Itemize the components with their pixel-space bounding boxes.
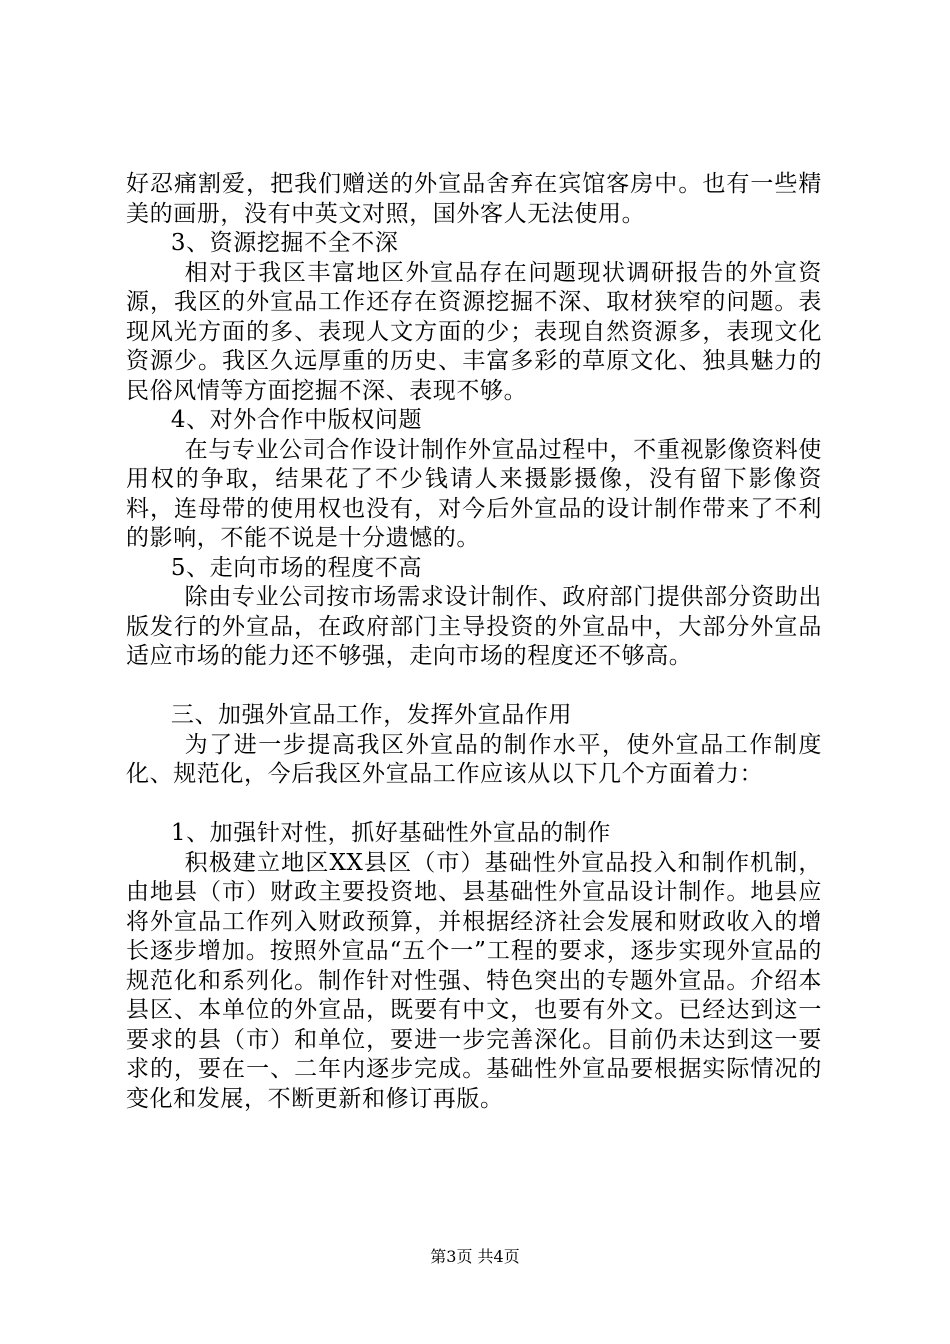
section-heading-market: 5、走向市场的程度不高 bbox=[170, 554, 423, 581]
chapter-heading-strengthen: 三、加强外宣品工作，发挥外宣品作用 bbox=[170, 702, 573, 728]
section-heading-targeting: 1、加强针对性，抓好基础性外宣品的制作 bbox=[170, 820, 611, 846]
paragraph-copyright: 在与专业公司合作设计制作外宣品过程中，不重视影像资料使用权的争取，结果花了不少钱请人来摄影摄像，没有留下影像资料，连母带的使用权也没有，对今后外宣品的设计制作带来了不利的影响，不能不说是十分遗憾的。 bbox=[126, 436, 822, 551]
paragraph-resource-mining: 相对于我区丰富地区外宣品存在问题现状调研报告的外宣资源，我区的外宣品工作还存在资源挖掘不深、取材狭窄的问题。表现风光方面的多、表现人文方面的少；表现自然资源多，表现文化资源少。我区久远厚重的历史、丰富多彩的草原文化、独具魅力的民俗风情等方面挖掘不深、表现不够。 bbox=[126, 259, 822, 404]
page-number-footer: 第3页 共4页 bbox=[430, 1247, 520, 1266]
paragraph-market: 除由专业公司按市场需求设计制作、政府部门提供部分资助出版发行的外宣品，在政府部门主导投资的外宣品中，大部分外宣品适应市场的能力还不够强，走向市场的程度还不够高。 bbox=[126, 584, 822, 669]
section-heading-resource-mining: 3、资源挖掘不全不深 bbox=[170, 230, 399, 256]
paragraph-continuation: 好忍痛割爱，把我们赠送的外宣品舍弃在宾馆客房中。也有一些精美的画册，没有中英文对照，国外客人无法使用。 bbox=[126, 171, 822, 227]
document-body bbox=[126, 170, 822, 1114]
paragraph-targeting: 积极建立地区XX县区（市）基础性外宣品投入和制作机制，由地县（市）财政主要投资地、县基础性外宣品设计制作。地县应将外宣品工作列入财政预算，并根据经济社会发展和财政收入的增长逐步增加。按照外宣品“五个一”工程的要求，逐步实现外宣品的规范化和系列化。制作针对性强、特色突出的专题外宣品。介绍本县区、本单位的外宣品，既要有中文，也要有外文。已经达到这一要求的县（市）和单位，要进一步完善深化。目前仍未达到这一要求的，要在一、二年内逐步完成。基础性外宣品要根据实际情况的变化和发展，不断更新和修订再版。 bbox=[126, 849, 822, 1112]
paragraph-strengthen-intro: 为了进一步提高我区外宣品的制作水平，使外宣品工作制度化、规范化，今后我区外宣品工作应该从以下几个方面着力： bbox=[126, 731, 822, 787]
section-heading-copyright: 4、对外合作中版权问题 bbox=[170, 407, 423, 433]
